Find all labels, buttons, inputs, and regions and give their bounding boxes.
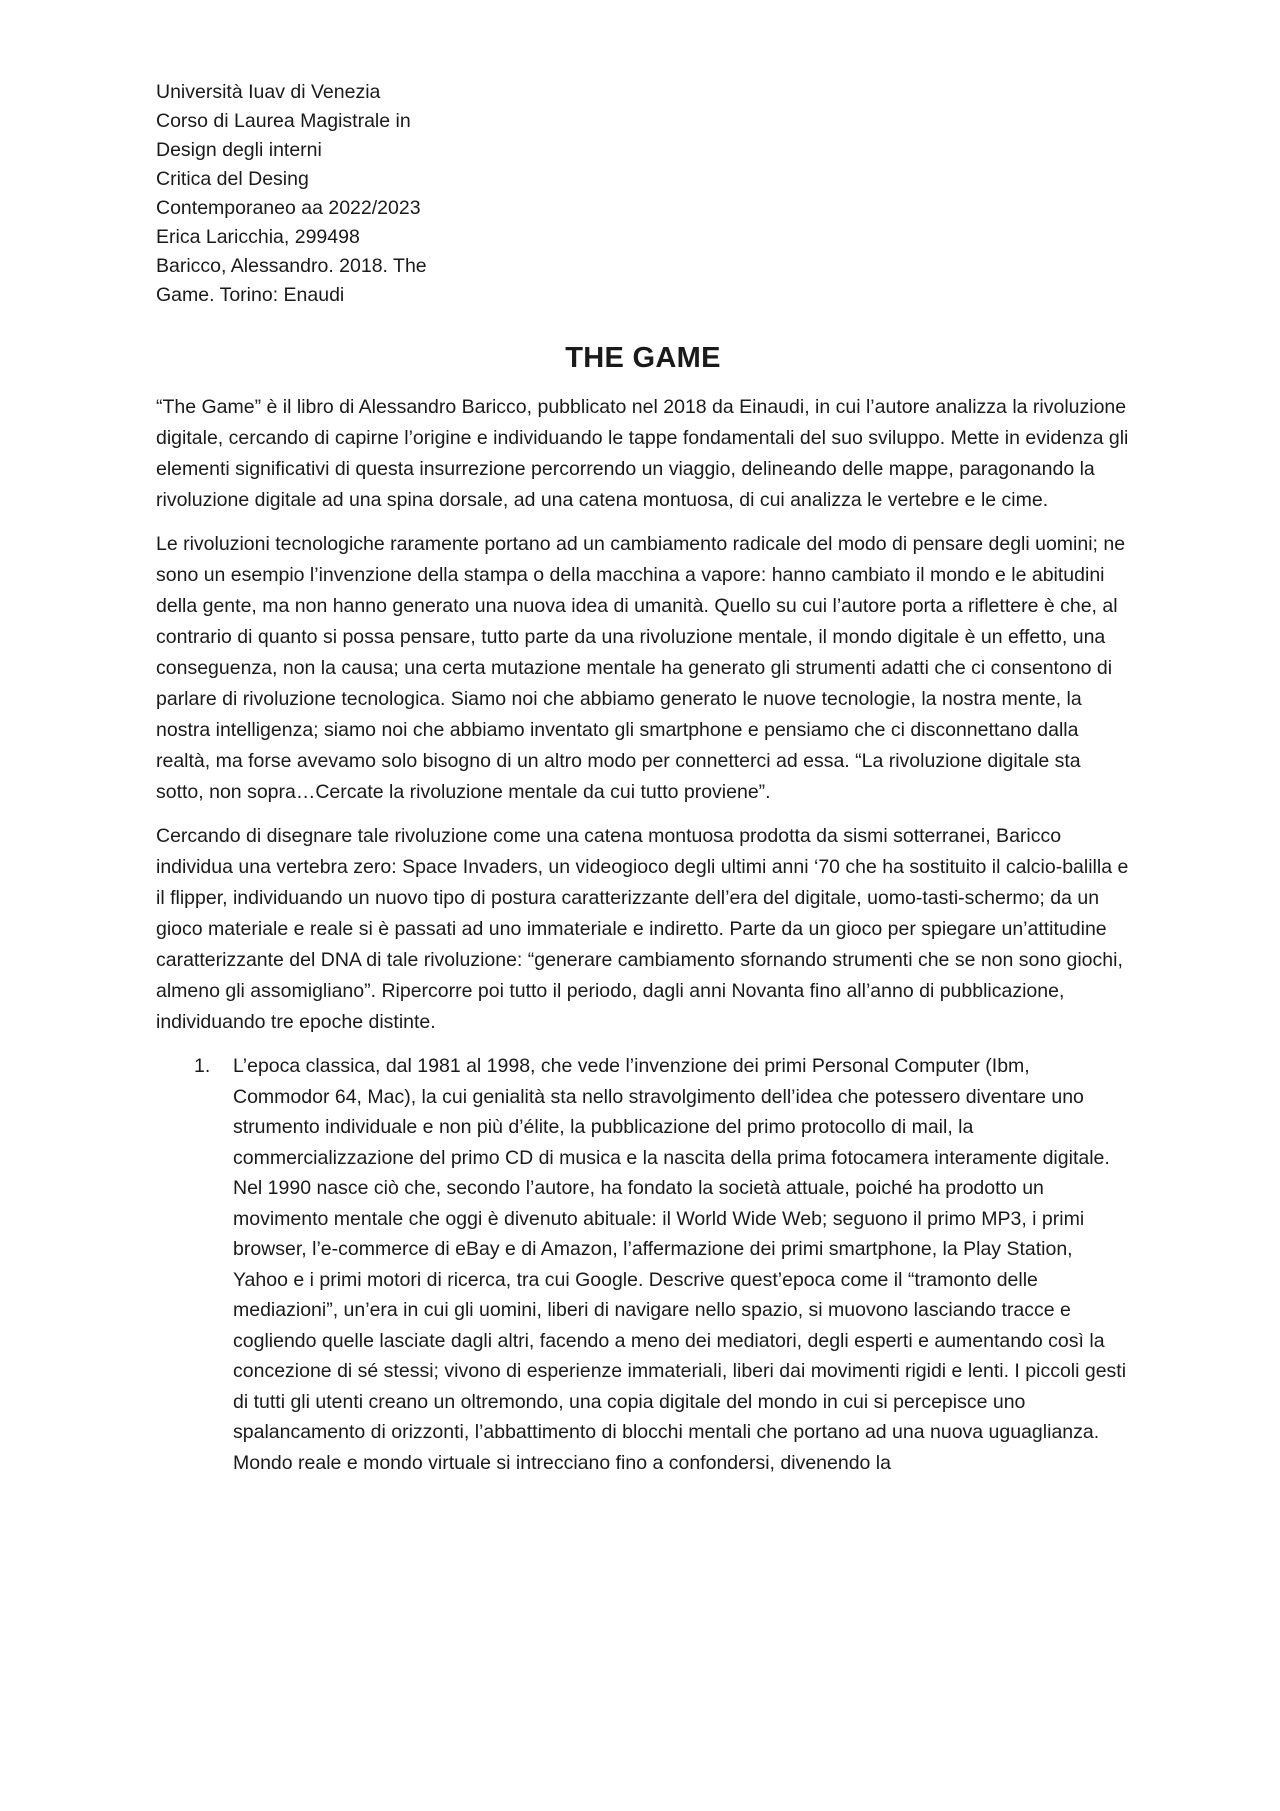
paragraph-space-invaders: Cercando di disegnare tale rivoluzione come una catena montuosa prodotta da sismi sotterranei, Baricco individua una vertebra zero: Space Invaders, un videogioco degli ultimi anni ‘70 che ha sostituito il calcio-balilla e il flipper, individuando un nuovo tipo di postura caratterizzante dell’era del digitale, uomo-tasti-schermo; da un gioco materiale e reale si è passati ad uno immateriale e indiretto. Parte da un gioco per spiegare un’attitudine caratterizzante del DNA di tale rivoluzione: “generare cambiamento sfornando strumenti che se non sono giochi, almeno gli assomigliano”. Ripercorre poi tutto il periodo, dagli anni Novanta fino all’anno di pubblicazione, individuando tre epoche distinte. bbox=[156, 825, 1129, 1033]
header-line-course: Corso di Laurea Magistrale in bbox=[156, 110, 411, 132]
header-line-subject: Critica del Desing bbox=[156, 168, 309, 190]
header-line-citation-2: Game. Torino: Enaudi bbox=[156, 284, 345, 306]
list-item bbox=[156, 1051, 1130, 1478]
document-title: THE GAME bbox=[565, 342, 721, 374]
list-item-number: 1. bbox=[194, 1055, 211, 1077]
document-page bbox=[156, 78, 1130, 1478]
list-item-text: L’epoca classica, dal 1981 al 1998, che vede l’invenzione dei primi Personal Computer (Ibm, Commodor 64, Mac), la cui genialità sta nello stravolgimento dell’idea che potessero diventare uno strumento individuale e non più d’élite, la pubblicazione del primo protocollo di mail, la commercializzazione del primo CD di musica e la nascita della prima fotocamera interamente digitale. Nel 1990 nasce ciò che, secondo l’autore, ha fondato la società attuale, poiché ha prodotto un movimento mentale che oggi è divenuto abituale: il World Wide Web; seguono il primo MP3, i primi browser, l’e-commerce di eBay e di Amazon, l’affermazione dei primi smartphone, la Play Station, Yahoo e i primi motori di ricerca, tra cui Google. Descrive quest’epoca come il “tramonto delle mediazioni”, un’era in cui gli uomini, liberi di navigare nello spazio, si muovono lasciando tracce e cogliendo quelle lasciate dagli altri, facendo a meno dei mediatori, degli esperti e aumentando così la concezione di sé stessi; vivono di esperienze immateriali, liberi dai movimenti rigidi e lenti. I piccoli gesti di tutti gli utenti creano un oltremondo, una copia digitale del mondo in cui si percepisce uno spalancamento di orizzonti, l’abbattimento di blocchi mentali che portano ad una nuova uguaglianza. Mondo reale e mondo virtuale si intrecciano fino a confondersi, divenendo la bbox=[233, 1055, 1127, 1474]
header-line-student: Erica Laricchia, 299498 bbox=[156, 226, 360, 248]
epochs-list bbox=[156, 1051, 1130, 1478]
paragraph-mental-revolution: Le rivoluzioni tecnologiche raramente portano ad un cambiamento radicale del modo di pensare degli uomini; ne sono un esempio l’invenzione della stampa o della macchina a vapore: hanno cambiato il mondo e le abitudini della gente, ma non hanno generato una nuova idea di umanità. Quello su cui l’autore porta a riflettere è che, al contrario di quanto si possa pensare, tutto parte da una rivoluzione mentale, il mondo digitale è un effetto, una conseguenza, non la causa; una certa mutazione mentale ha generato gli strumenti adatti che ci consentono di parlare di rivoluzione tecnologica. Siamo noi che abbiamo generato le nuove tecnologie, la nostra mente, la nostra intelligenza; siamo noi che abbiamo inventato gli smartphone e pensiamo che ci disconnettano dalla realtà, ma forse avevamo solo bisogno di un altro modo per connetterci ad essa. “La rivoluzione digitale sta sotto, non sopra…Cercate la rivoluzione mentale da cui tutto proviene”. bbox=[156, 533, 1126, 803]
header-line-citation-1: Baricco, Alessandro. 2018. The bbox=[156, 255, 427, 277]
header-line-program: Design degli interni bbox=[156, 139, 322, 161]
header-line-university: Università Iuav di Venezia bbox=[156, 81, 381, 103]
paragraph-intro: “The Game” è il libro di Alessandro Baricco, pubblicato nel 2018 da Einaudi, in cui l’autore analizza la rivoluzione digitale, cercando di capirne l’origine e individuando le tappe fondamentali del suo sviluppo. Mette in evidenza gli elementi significativi di questa insurrezione percorrendo un viaggio, delineando delle mappe, paragonando la rivoluzione digitale ad una spina dorsale, ad una catena montuosa, di cui analizza le vertebre e le cime. bbox=[156, 396, 1129, 511]
document-header bbox=[156, 78, 1130, 310]
header-line-academic-year: Contemporaneo aa 2022/2023 bbox=[156, 197, 421, 219]
